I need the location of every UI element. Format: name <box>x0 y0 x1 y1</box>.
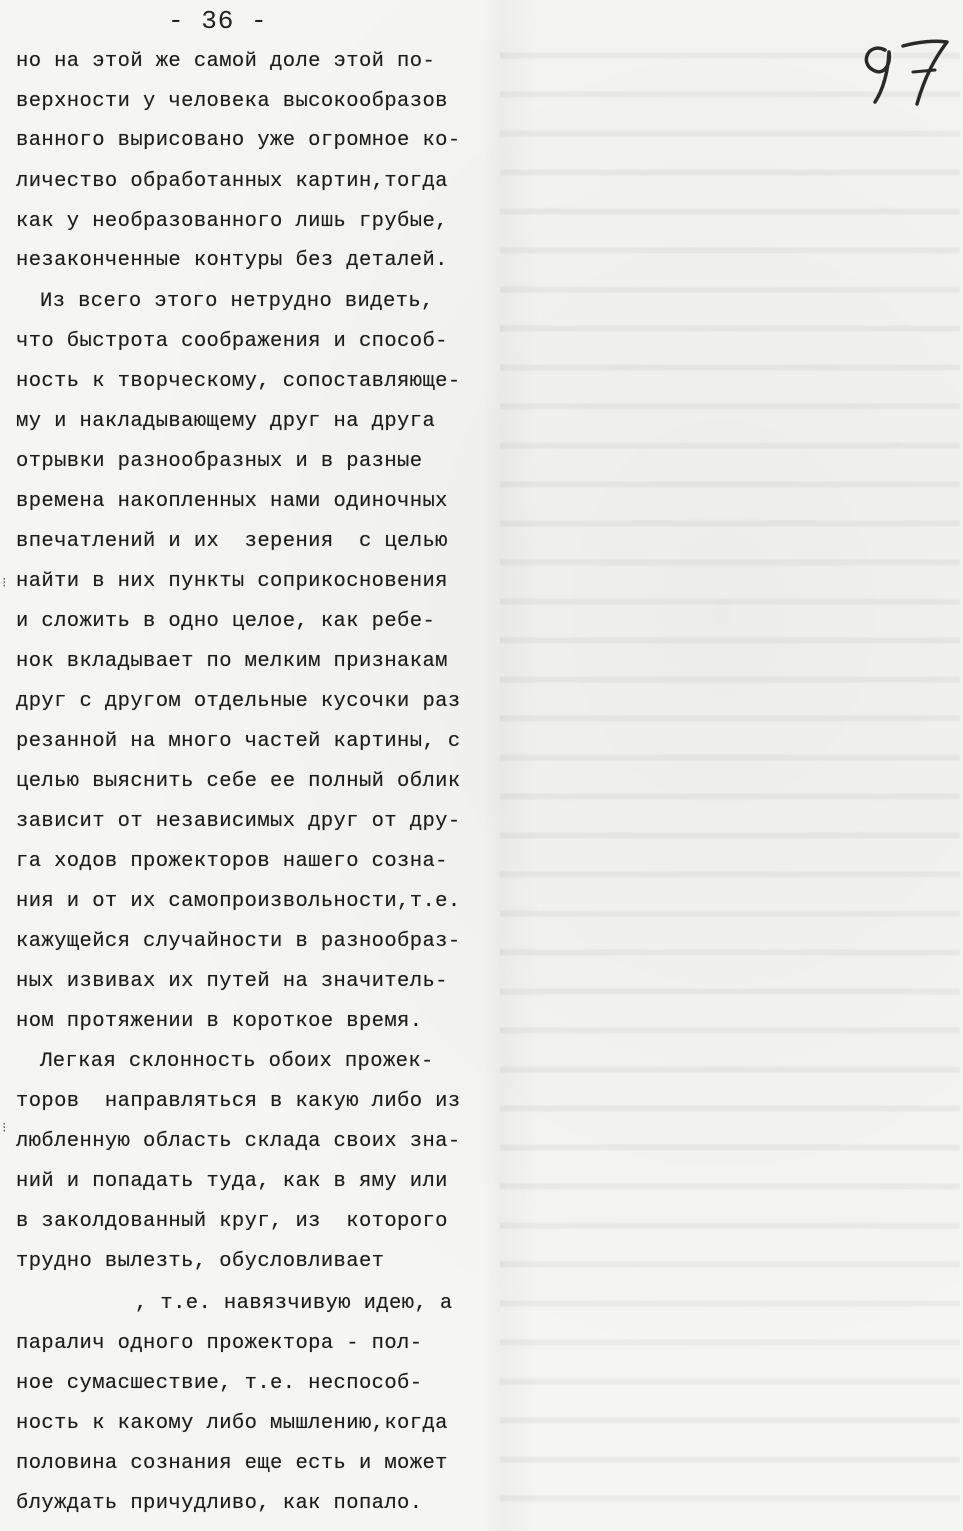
text-line: половина сознания еще есть и может <box>16 1452 448 1475</box>
text-line: времена накопленных нами одиночных <box>16 490 448 513</box>
text-line: трудно вылезть, обусловливает <box>16 1250 385 1273</box>
text-line: что быстрота соображения и способ- <box>16 330 448 353</box>
text-line: зависит от независимых друг от дру- <box>16 810 461 833</box>
text-line: друг с другом отдельные кусочки раз <box>16 690 461 713</box>
text-line: Из всего этого нетрудно видеть, <box>40 290 434 313</box>
text-line: резанной на много частей картины, с <box>16 730 461 753</box>
text-line: му и накладывающему друг на друга <box>16 410 436 433</box>
text-line: нок вкладывает по мелким признакам <box>16 650 448 673</box>
text-line: в заколдованный круг, из которого <box>16 1210 448 1233</box>
margin-speck: ⁝ <box>2 1121 7 1137</box>
text-line: как у необразованного лишь грубые, <box>16 210 448 233</box>
text-line: торов направляться в какую либо из <box>16 1090 461 1113</box>
text-line: найти в них пункты соприкосновения <box>16 570 448 593</box>
text-line: но на этой же самой доле этой по- <box>16 50 436 73</box>
text-line: ния и от их самопроизвольности,т.е. <box>16 890 461 913</box>
text-line: ность к творческому, сопоставляюще- <box>16 370 461 393</box>
text-line: и сложить в одно целое, как ребе- <box>16 610 436 633</box>
text-line: ванного вырисовано уже огромное ко- <box>16 129 461 152</box>
text-line: ность к какому либо мышлению,когда <box>16 1412 448 1435</box>
text-line: ний и попадать туда, как в яму или <box>16 1170 448 1193</box>
text-line: ном протяжении в короткое время. <box>16 1010 423 1033</box>
margin-speck: ⁝ <box>2 576 7 592</box>
text-line: отрывки разнообразных и в разные <box>16 450 423 473</box>
text-line: блуждать причудливо, как попало. <box>16 1492 423 1515</box>
text-line: кажущейся случайности в разнообраз- <box>16 930 461 953</box>
handwritten-folio-number <box>855 32 955 112</box>
text-line: , т.е. навязчивую идею, а <box>135 1292 453 1315</box>
text-line: паралич одного прожектора - пол- <box>16 1332 423 1355</box>
text-line: любленную область склада своих зна- <box>16 1130 461 1153</box>
text-line: личество обработанных картин,тогда <box>16 170 448 193</box>
text-line: Легкая склонность обоих прожек- <box>40 1050 434 1073</box>
page-number: - 36 - <box>168 6 268 36</box>
text-line: ное сумасшествие, т.е. неспособ- <box>16 1372 423 1395</box>
text-line: незаконченные контуры без деталей. <box>16 249 448 272</box>
text-line: га ходов прожекторов нашего созна- <box>16 850 448 873</box>
text-line: верхности у человека высокообразов <box>16 90 448 113</box>
text-line: впечатлений и их зерения с целью <box>16 530 448 553</box>
text-line: целью выяснить себе ее полный облик <box>16 770 461 793</box>
text-line: ных извивах их путей на значитель- <box>16 970 448 993</box>
bleed-through-text <box>500 30 960 1520</box>
